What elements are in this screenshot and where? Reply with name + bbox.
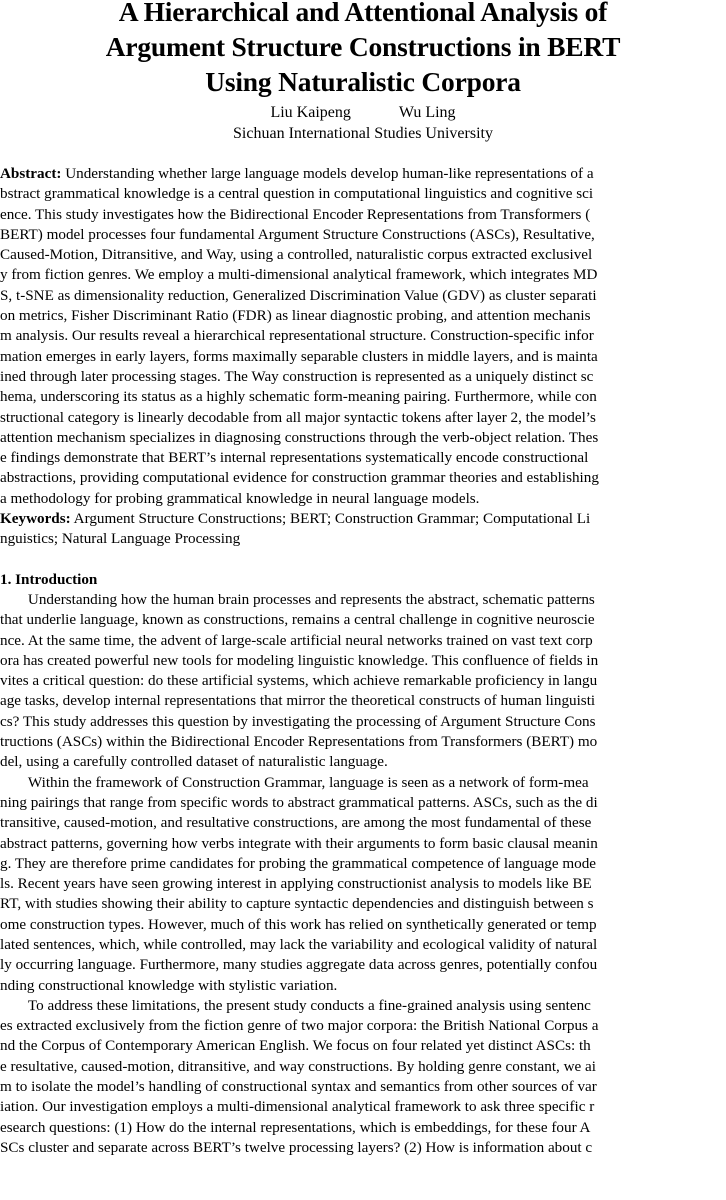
paragraph-line: nding constructional knowledge with stylistic variation. [0,976,338,994]
author-list [0,103,726,123]
paragraph-line: tructions (ASCs) within the Bidirectional Encoder Representations from Transformers (BERT) mo [0,733,598,751]
affiliation: Sichuan International Studies University [233,125,493,142]
title-line: Argument Structure Constructions in BERT [105,31,621,62]
paragraph-line: To address these limitations, the present study conducts a fine-grained analysis using sentenc [27,996,591,1014]
keywords-label: Keywords: [0,510,71,528]
paragraph-line: age tasks, develop internal representations that mirror the theoretical constructs of human linguisti [0,692,596,710]
author-name: Wu Ling [398,104,456,121]
abstract-line: structional category is linearly decodable from all major syntactic tokens after layer 2, the model’s [0,408,596,426]
section-spacer [0,550,726,570]
abstract-line: ence. This study investigates how the Bidirectional Encoder Representations from Transformers ( [0,205,591,223]
abstract-line: S, t-SNE as dimensionality reduction, Generalized Discrimination Value (GDV) as cluster separati [0,286,597,304]
keywords-line: Keywords: Argument Structure Constructions; BERT; Construction Grammar; Computational Li [0,510,591,528]
paragraph-line: esearch questions: (1) How do the internal representations, which is embeddings, for these four A [0,1118,591,1136]
section-heading: 1. Introduction [0,570,98,588]
paper-title [30,0,696,99]
paragraph-line: del, using a carefully controlled dataset of naturalistic language. [0,753,388,771]
title-line: Using Naturalistic Corpora [205,66,521,97]
paragraph-line: iation. Our investigation employs a multi-dimensional analytical framework to ask three specific r [0,1098,595,1116]
abstract-label: Abstract: [0,165,62,182]
paragraph-line: vites a critical question: do these artificial systems, which achieve remarkable proficiency in langu [0,672,598,690]
abstract [0,164,726,509]
paragraph-line: es extracted exclusively from the fiction genre of two major corpora: the British National Corpus a [0,1017,599,1035]
paragraph-line: transitive, caused-motion, and resultative constructions, are among the most fundamental of these [0,814,592,832]
introduction-section [0,570,726,1159]
paragraph-line: Understanding how the human brain processes and represents the abstract, schematic patterns [27,590,595,608]
abstract-line: mation emerges in early layers, forms maximally separable clusters in middle layers, and is mainta [0,347,598,365]
paragraph-line: that underlie language, known as constructions, remains a central challenge in cognitive neuroscie [0,611,595,629]
abstract-line: attention mechanism specializes in diagnosing constructions through the verb-object relation. Thes [0,428,599,446]
paragraph-line: ls. Recent years have seen growing interest in applying constructionist analysis to models like BE [0,875,592,893]
abstract-line: ined through later processing stages. The Way construction is represented as a uniquely distinct sc [0,367,594,385]
paragraph-line: nce. At the same time, the advent of large-scale artificial neural networks trained on vast text corp [0,631,593,649]
abstract-line: e findings demonstrate that BERT’s internal representations systematically encode constructional [0,449,589,467]
paragraph-line: SCs cluster and separate across BERT’s twelve processing layers? (2) How is information about c [0,1138,593,1156]
abstract-line: Abstract: Understanding whether large language models develop human-like representations of a [0,165,594,182]
paragraph-line: ora has created powerful new tools for modeling linguistic knowledge. This confluence of fields in [0,651,599,669]
paragraph-line: nd the Corpus of Contemporary American English. We focus on four related yet distinct ASCs: th [0,1037,591,1055]
paragraph-line: RT, with studies showing their ability to capture syntactic dependencies and distinguish between s [0,895,594,913]
paper-body [0,164,726,1158]
paragraph-line: abstract patterns, governing how verbs integrate with their arguments to form basic clausal meanin [0,834,598,852]
abstract-line: bstract grammatical knowledge is a central question in computational linguistics and cognitive sci [0,185,594,203]
abstract-line: on metrics, Fisher Discriminant Ratio (FDR) as linear diagnostic probing, and attention mechanis [0,307,591,325]
abstract-line: y from fiction genres. We employ a multi-dimensional analytical framework, which integrates MD [0,266,598,284]
paragraph-line: Within the framework of Construction Grammar, language is seen as a network of form-mea [27,773,589,791]
author-name: Liu Kaipeng [270,104,351,121]
paragraph-line: cs? This study addresses this question by investigating the processing of Argument Structure Cons [0,712,596,730]
paragraph-line: e resultative, caused-motion, ditransitive, and way constructions. By holding genre constant, we ai [0,1057,596,1075]
paragraph-line: ome construction types. However, much of this work has relied on synthetically generated or temp [0,915,597,933]
paragraph-line: g. They are therefore prime candidates for probing the grammatical competence of language mode [0,854,597,872]
title-line: A Hierarchical and Attentional Analysis of [118,0,608,27]
abstract-line: Caused-Motion, Ditransitive, and Way, using a controlled, naturalistic corpus extracted exclusivel [0,246,593,264]
abstract-line: abstractions, providing computational evidence for construction grammar theories and establishing [0,469,599,487]
abstract-line: a methodology for probing grammatical knowledge in neural language models. [0,489,480,507]
abstract-line: m analysis. Our results reveal a hierarchical representational structure. Construction-specific infor [0,327,594,345]
paragraph-line: ly occurring language. Furthermore, many studies aggregate data across genres, potentially confou [0,956,598,974]
paragraph-line: m to isolate the model’s handling of constructional syntax and semantics from other sources of var [0,1078,597,1096]
keywords-line: nguistics; Natural Language Processing [0,530,241,548]
paragraph-line: lated sentences, which, while controlled, may lack the variability and ecological validity of natural [0,935,598,953]
paragraph-line: ning pairings that range from specific words to abstract grammatical patterns. ASCs, such as the di [0,793,598,811]
keywords [0,509,726,550]
abstract-line: BERT) model processes four fundamental Argument Structure Constructions (ASCs), Resultative, [0,225,595,243]
abstract-line: hema, underscoring its status as a highly schematic form-meaning pairing. Furthermore, while con [0,388,597,406]
